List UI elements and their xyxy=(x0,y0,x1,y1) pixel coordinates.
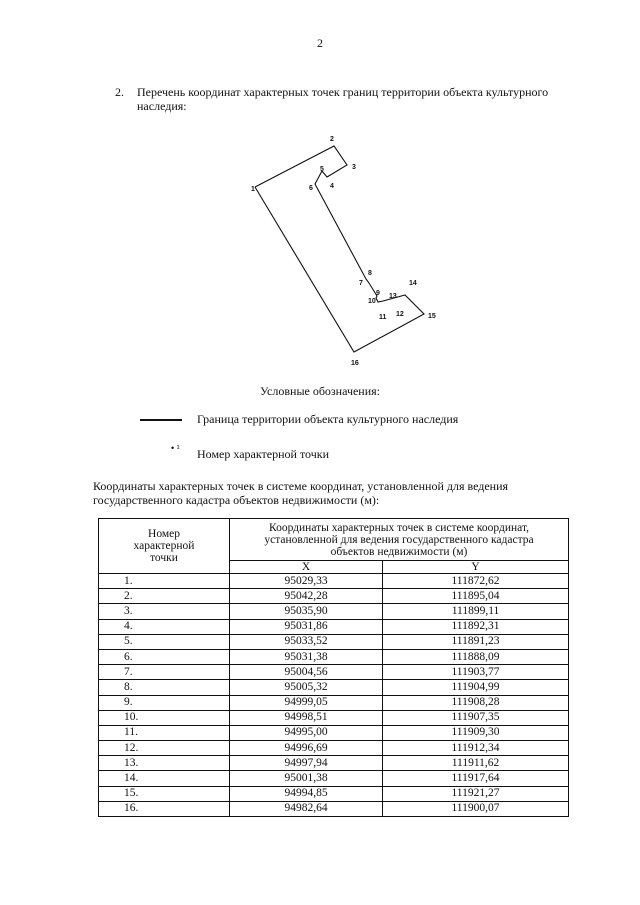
y-cell: 111911,62 xyxy=(383,756,569,771)
point-label: 1 xyxy=(251,186,255,193)
point-number-cell: 16. xyxy=(99,801,230,816)
x-cell: 95029,33 xyxy=(230,574,383,589)
point-number-cell: 3. xyxy=(99,604,230,619)
y-cell: 111917,64 xyxy=(383,771,569,786)
point-number-cell: 8. xyxy=(99,680,230,695)
table-row xyxy=(99,695,569,710)
point-number-cell: 13. xyxy=(99,756,230,771)
point-label: 4 xyxy=(330,183,334,190)
coordinates-table xyxy=(98,518,569,817)
point-number-cell: 6. xyxy=(99,649,230,664)
point-number-cell: 14. xyxy=(99,771,230,786)
table-row xyxy=(99,649,569,664)
point-number-cell: 4. xyxy=(99,619,230,634)
point-label: 13 xyxy=(389,293,397,300)
point-label: 16 xyxy=(351,360,359,367)
table-row xyxy=(99,619,569,634)
y-cell: 111888,09 xyxy=(383,649,569,664)
x-cell: 94994,85 xyxy=(230,786,383,801)
y-cell: 111912,34 xyxy=(383,741,569,756)
point-number-cell: 2. xyxy=(99,589,230,604)
x-cell: 94996,69 xyxy=(230,741,383,756)
point-number-cell: 11. xyxy=(99,725,230,740)
y-cell: 111921,27 xyxy=(383,786,569,801)
table-row xyxy=(99,771,569,786)
point-number-cell: 5. xyxy=(99,634,230,649)
point-label: 12 xyxy=(396,311,404,318)
header-y: Y xyxy=(383,561,569,574)
section-title-line1: Перечень координат характерных точек границ территории объекта культурного xyxy=(137,85,549,99)
point-label: 2 xyxy=(330,136,334,143)
legend-point-label: Номер характерной точки xyxy=(197,447,329,461)
point-number-cell: 12. xyxy=(99,741,230,756)
x-cell: 94999,05 xyxy=(230,695,383,710)
boundary-plan xyxy=(230,125,450,375)
table-row xyxy=(99,604,569,619)
point-label: 14 xyxy=(409,280,417,287)
page-number: 2 xyxy=(317,36,323,50)
table-row xyxy=(99,574,569,589)
y-cell: 111903,77 xyxy=(383,665,569,680)
header-coordinates: Координаты характерных точек в системе координат, установленной для ведения государственного кадастра объектов недвижимости (м) xyxy=(230,519,569,561)
x-cell: 94982,64 xyxy=(230,801,383,816)
y-cell: 111909,30 xyxy=(383,725,569,740)
legend-title: Условные обозначения: xyxy=(259,384,381,398)
point-label: 3 xyxy=(352,164,356,171)
point-label: 15 xyxy=(428,313,436,320)
y-cell: 111891,23 xyxy=(383,634,569,649)
table-row xyxy=(99,680,569,695)
header-point-number: Номер характерной точки xyxy=(99,519,230,574)
table-row xyxy=(99,725,569,740)
x-cell: 94995,00 xyxy=(230,725,383,740)
x-cell: 95005,32 xyxy=(230,680,383,695)
legend-point-symbol: • ¹ xyxy=(171,443,180,453)
table-row xyxy=(99,786,569,801)
point-label: 7 xyxy=(359,280,363,287)
header-x: X xyxy=(230,561,383,574)
point-labels xyxy=(251,136,436,367)
point-label: 6 xyxy=(309,185,313,192)
x-cell: 95004,56 xyxy=(230,665,383,680)
point-label: 5 xyxy=(320,166,324,173)
point-label: 9 xyxy=(376,290,380,297)
table-row xyxy=(99,634,569,649)
table-row xyxy=(99,741,569,756)
x-cell: 94998,51 xyxy=(230,710,383,725)
section-title-line2: наследия: xyxy=(137,99,187,113)
table-row xyxy=(99,801,569,816)
x-cell: 95031,38 xyxy=(230,649,383,664)
legend-boundary-line xyxy=(140,419,182,421)
point-label: 10 xyxy=(368,298,376,305)
x-cell: 95031,86 xyxy=(230,619,383,634)
boundary-polyline xyxy=(255,146,424,352)
y-cell: 111908,28 xyxy=(383,695,569,710)
legend-boundary-label: Граница территории объекта культурного наследия xyxy=(197,412,459,426)
y-cell: 111907,35 xyxy=(383,710,569,725)
y-cell: 111904,99 xyxy=(383,680,569,695)
section-number: 2. xyxy=(115,85,124,99)
x-cell: 94997,94 xyxy=(230,756,383,771)
intro-line2: государственного кадастра объектов недвижимости (м): xyxy=(93,493,380,507)
point-number-cell: 7. xyxy=(99,665,230,680)
point-number-cell: 1. xyxy=(99,574,230,589)
table-row xyxy=(99,710,569,725)
y-cell: 111899,11 xyxy=(383,604,569,619)
point-number-cell: 10. xyxy=(99,710,230,725)
point-number-cell: 15. xyxy=(99,786,230,801)
x-cell: 95001,38 xyxy=(230,771,383,786)
point-label: 11 xyxy=(379,314,387,321)
y-cell: 111900,07 xyxy=(383,801,569,816)
coordinates-intro xyxy=(93,479,563,507)
y-cell: 111872,62 xyxy=(383,574,569,589)
x-cell: 95035,90 xyxy=(230,604,383,619)
point-number-cell: 9. xyxy=(99,695,230,710)
x-cell: 95033,52 xyxy=(230,634,383,649)
table-row xyxy=(99,756,569,771)
table-row xyxy=(99,665,569,680)
y-cell: 111895,04 xyxy=(383,589,569,604)
point-label: 8 xyxy=(368,270,372,277)
y-cell: 111892,31 xyxy=(383,619,569,634)
table-row xyxy=(99,589,569,604)
intro-line1: Координаты характерных точек в системе координат, установленной для ведения xyxy=(93,479,509,493)
x-cell: 95042,28 xyxy=(230,589,383,604)
